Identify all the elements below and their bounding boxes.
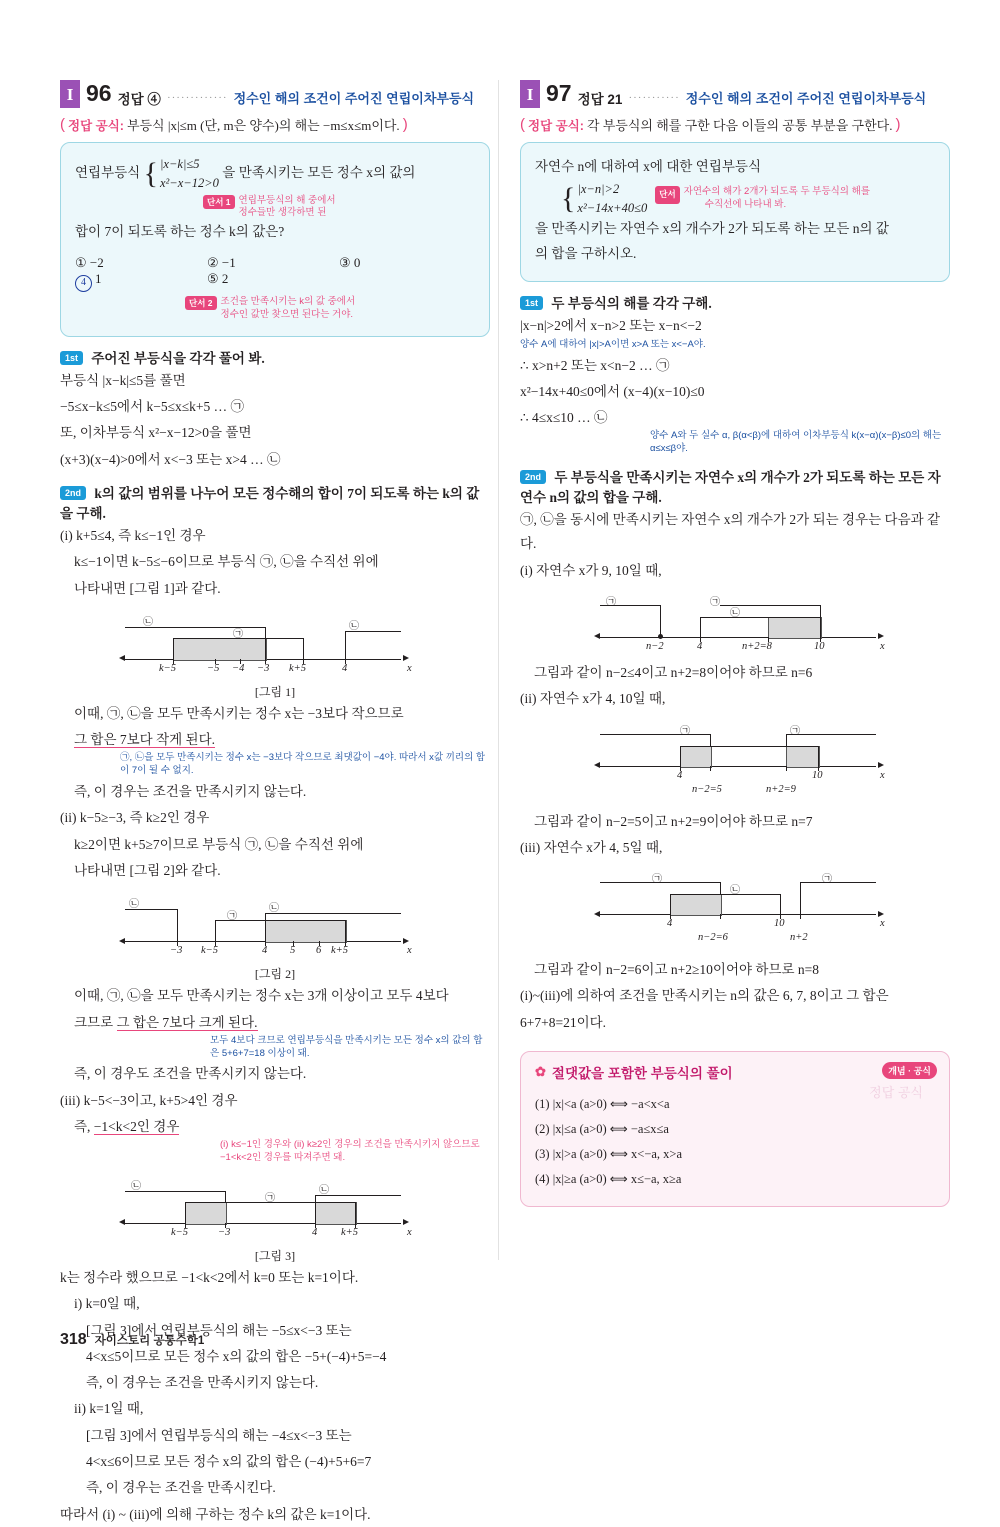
step-badge: 1st	[520, 296, 543, 310]
hint-1-96	[203, 195, 475, 221]
step-badge: 1st	[60, 351, 83, 365]
answer-mark-icon: 4	[75, 275, 92, 292]
hint-tag: 단서 1	[203, 195, 235, 209]
figure-3-caption: [그림 3]	[254, 1248, 296, 1263]
body-line: ∴ 4≤x≤10 … ㉡	[520, 410, 608, 426]
chapter-badge: I	[60, 80, 80, 108]
body-line: [그림 3]에서 연립부등식의 해는 −5≤x<−3 또는	[86, 1322, 352, 1338]
body-line: 나타내면 [그림 2]와 같다.	[74, 862, 221, 878]
body-line: |x−n|>2에서 x−n>2 또는 x−n<−2	[520, 318, 702, 334]
choice-3[interactable]: ③ 0	[339, 255, 361, 271]
body-line: 나타내면 [그림 1]과 같다.	[74, 580, 221, 596]
body-line: x²−14x+40≤0에서 (x−4)(x−10)≤0	[520, 383, 705, 399]
problem-header-97	[520, 80, 950, 108]
body-line: k≤−1이면 k−5≤−6이므로 부등식 ㉠, ㉡을 수직선 위에	[74, 554, 379, 570]
answer-label: 정답 21	[577, 92, 623, 107]
body-line: k는 정수라 했으므로 −1<k<2에서 k=0 또는 k=1이다.	[60, 1269, 359, 1285]
figure-3: ㉡ ㉠ ㉡ k−5 −3 4 k+5 x	[115, 1175, 415, 1243]
question-line-2: 합이 7이 되도록 하는 정수 k의 값은?	[75, 224, 285, 240]
margin-note: (i) k≤−1인 경우와 (ii) k≥2인 경우의 조건을 만족시키지 않으므로 −1<k<2인 경우를 따져주면 돼.	[220, 1139, 480, 1164]
choice-list-96	[75, 255, 475, 292]
body-line: (iii) 자연수 x가 4, 5일 때,	[520, 839, 663, 855]
hint-tag: 단서 2	[185, 296, 217, 310]
problem-topic: 정수인 해의 조건이 주어진 연립이차부등식	[233, 91, 475, 106]
header-dots: ·············	[166, 92, 228, 104]
system-rows	[577, 180, 647, 218]
system-rows	[160, 155, 219, 193]
body-line: 즉, 이 경우는 조건을 만족시키지 않는다.	[86, 1375, 319, 1391]
concept-list	[535, 1092, 935, 1192]
question-lead: 연립부등식	[75, 164, 141, 180]
body-line: 이때, ㉠, ㉡을 모두 만족시키는 정수 x는 3개 이상이고 모두 4보다	[74, 988, 449, 1004]
concept-title-row	[535, 1062, 935, 1082]
step-2nd-97	[520, 466, 950, 506]
body-line: −5≤x−k≤5에서 k−5≤x≤k+5 … ㉠	[60, 399, 245, 415]
body-line: 또, 이차부등식 x²−x−12>0을 풀면	[60, 425, 252, 441]
question-system-row	[535, 180, 935, 218]
system-row-2: x²−14x+40≤0	[577, 200, 648, 215]
choice-1[interactable]: ① −2	[75, 255, 104, 271]
page-footer	[60, 1331, 204, 1349]
brace-icon: {	[143, 156, 158, 190]
formula-strip-97	[520, 115, 950, 134]
hint-2-96	[185, 296, 475, 322]
body-line: 그림과 같이 n−2≤4이고 n+2=8이어야 하므로 n=6	[534, 664, 813, 680]
body-line: 즉, 이 경우는 조건을 만족시키지 않는다.	[74, 784, 307, 800]
problem-number: 96	[86, 80, 112, 106]
body-line: 그 합은 7보다 작게 된다.	[74, 732, 215, 748]
figure-97-2: ㉠ ㉠ 4 10 n−2=5 n+2=9 x	[590, 722, 890, 792]
body-line: (i) k+5≤4, 즉 k≤−1인 경우	[60, 527, 206, 543]
body-line: (iii) k−5<−3이고, k+5>4인 경우	[60, 1092, 238, 1108]
step-title: k의 값의 범위를 나누어 모든 정수해의 합이 7이 되도록 하는 k의 값을 구해.	[60, 485, 480, 521]
body-line: 4<x≤6이므로 모든 정수 x의 값의 합은 (−4)+5+6=7	[86, 1454, 372, 1470]
step-2nd-96	[60, 482, 490, 522]
body-line: 6+7+8=21이다.	[520, 1014, 607, 1030]
concept-item: (2) |x|≤a (a>0) ⟺ −a≤x≤a	[535, 1122, 669, 1136]
right-column	[520, 80, 950, 1207]
body-line: 즉, −1<k<2인 경우	[74, 1119, 180, 1135]
choice-4-selected[interactable]: 4 1	[75, 271, 207, 292]
step-title: 두 부등식을 만족시키는 자연수 x의 개수가 2가 되도록 하는 모든 자연수 n의 값의 합을 구해.	[520, 470, 941, 506]
body-line: 그림과 같이 n−2=6이고 n+2≥10이어야 하므로 n=8	[534, 962, 820, 978]
chapter-badge: I	[520, 80, 540, 108]
concept-item: (4) |x|≥a (a>0) ⟺ x≤−a, x≥a	[535, 1172, 682, 1186]
left-column	[60, 80, 490, 1527]
question-line-1	[75, 155, 475, 193]
formula-key: 정답 공식:	[528, 118, 584, 133]
body-line: (ii) 자연수 x가 4, 10일 때,	[520, 691, 666, 707]
open-paren: (	[60, 116, 65, 133]
system-of-inequalities	[561, 180, 647, 218]
header-dots: ···········	[628, 92, 680, 104]
step-title: 주어진 부등식을 각각 풀어 봐.	[91, 350, 265, 366]
concept-item: (3) |x|>a (a>0) ⟺ x<−a, x>a	[535, 1147, 683, 1161]
margin-note: ㉠, ㉡을 모두 만족시키는 정수 x는 −3보다 작으므로 최댓값이 −4야. 따라서 x값 끼리의 합이 7이 될 수 없지.	[120, 752, 486, 777]
hint-text: 조건을 만족시키는 k의 값 중에서 정수인 값만 찾으면 된다는 거야.	[220, 296, 356, 320]
body-line: (x+3)(x−4)>0에서 x<−3 또는 x>4 … ㉡	[60, 451, 281, 467]
hint-tag: 단서	[655, 186, 679, 204]
hint-1-97	[655, 186, 870, 212]
figure-97-3: ㉠ ㉠ ㉡ 4 10 n−2=6 n+2 x	[590, 870, 890, 940]
concept-title: 절댓값을 포함한 부등식의 풀이	[551, 1066, 733, 1081]
flower-icon: ✿	[535, 1064, 546, 1079]
question-line-1: 자연수 n에 대하여 x에 대한 연립부등식	[535, 159, 761, 174]
body-line: [그림 3]에서 연립부등식의 해는 −4≤x<−3 또는	[86, 1427, 352, 1443]
step-1st-96	[60, 347, 490, 367]
body-line: k≥2이면 k+5≥7이므로 부등식 ㉠, ㉡을 수직선 위에	[74, 836, 364, 852]
body-line: ii) k=1일 때,	[74, 1401, 144, 1417]
body-line: 크므로 그 합은 7보다 크게 된다.	[74, 1014, 258, 1030]
choice-5[interactable]: ⑤ 2	[207, 271, 229, 287]
system-row-1: |x−n|>2	[577, 181, 620, 196]
column-divider	[498, 80, 499, 1260]
body-line: (i) 자연수 x가 9, 10일 때,	[520, 562, 662, 578]
question-box-96	[60, 142, 490, 337]
question-box-97	[520, 142, 950, 282]
close-paren: )	[895, 116, 901, 133]
close-paren: )	[402, 116, 408, 133]
formula-strip-96	[60, 115, 490, 134]
margin-note: 양수 A에 대하여 |x|>A이면 x>A 또는 x<−A야.	[520, 338, 706, 350]
formula-key: 정답 공식:	[68, 118, 124, 133]
book-title: 자이스토리 공통수학1	[94, 1335, 205, 1347]
concept-box	[520, 1051, 950, 1207]
body-line: 이때, ㉠, ㉡을 모두 만족시키는 정수 x는 −3보다 작으므로	[74, 705, 404, 721]
choice-2[interactable]: ② −1	[207, 255, 236, 271]
margin-note: 모두 4보다 크므로 연립부등식을 만족시키는 모든 정수 x의 값의 합은 5+6+7=18 이상이 돼.	[210, 1034, 483, 1059]
body-line: i) k=0일 때,	[74, 1296, 140, 1312]
brace-icon: {	[561, 181, 576, 215]
body-line: (ii) k−5≥−3, 즉 k≥2인 경우	[60, 810, 210, 826]
body-line: 4<x≤5이므로 모든 정수 x의 값의 합은 −5+(−4)+5=−4	[86, 1348, 387, 1364]
concept-tag: 개념 · 공식	[882, 1062, 937, 1079]
body-line: 따라서 (i) ~ (iii)에 의해 구하는 정수 k의 값은 k=1이다.	[60, 1506, 371, 1522]
problem-number: 97	[546, 80, 572, 106]
figure-2: ㉡ ㉠ ㉡ −3 k−5 4 5 6 k+5 x	[115, 893, 415, 961]
step-badge: 2nd	[520, 470, 546, 484]
concept-watermark: 정답 공식	[869, 1085, 923, 1100]
step-title: 두 부등식의 해를 각각 구해.	[551, 296, 712, 312]
figure-1: ㉠ ㉡ ㉡ k−5 −5 −4 −3 k+5 4 x	[115, 611, 415, 679]
problem-topic: 정수인 해의 조건이 주어진 연립이차부등식	[685, 91, 927, 106]
problem-header-96	[60, 80, 490, 108]
body-line: 부등식 |x−k|≤5를 풀면	[60, 372, 186, 388]
body-line: 즉, 이 경우도 조건을 만족시키지 않는다.	[74, 1066, 307, 1082]
question-line-2: 을 만족시키는 자연수 x의 개수가 2가 되도록 하는 모든 n의 값	[535, 221, 889, 237]
body-line: 그림과 같이 n−2=5이고 n+2=9이어야 하므로 n=7	[534, 813, 813, 829]
hint-text: 자연수의 해가 2개가 되도록 두 부등식의 해를 수직선에 나타내 봐.	[683, 185, 870, 210]
system-row-2: x²−x−12>0	[160, 175, 219, 190]
answer-label: 정답 ④	[117, 92, 161, 107]
question-line1-tail: 을 만족시키는 모든 정수 x의 값의	[222, 164, 416, 180]
figure-2-caption: [그림 2]	[254, 967, 296, 982]
formula-body: 부등식 |x|≤m (단, m은 양수)의 해는 −m≤x≤m이다.	[126, 118, 400, 133]
margin-note: 양수 A와 두 실수 α, β(α<β)에 대하여 이차부등식 k(x−α)(x−β)≤0의 해는 α≤x≤β야.	[650, 430, 942, 455]
system-of-inequalities	[144, 155, 219, 193]
body-line: ㉠, ㉡을 동시에 만족시키는 자연수 x의 개수가 2가 되는 경우는 다음과 같다.	[520, 512, 941, 552]
step-badge: 2nd	[60, 486, 86, 500]
body-line: (i)~(iii)에 의하여 조건을 만족시키는 n의 값은 6, 7, 8이고 그 합은	[520, 988, 889, 1004]
formula-body: 각 부등식의 해를 구한 다음 이들의 공통 부분을 구한다.	[586, 118, 893, 133]
question-line-3: 의 합을 구하시오.	[535, 246, 637, 262]
concept-item: (1) |x|<a (a>0) ⟺ −a<x<a	[535, 1097, 670, 1111]
figure-97-1: ㉠ ㉠ ㉡ n−2 4 n+2=8 10 x	[590, 593, 890, 659]
body-line: 즉, 이 경우는 조건을 만족시킨다.	[86, 1480, 276, 1496]
body-line: ∴ x>n+2 또는 x<n−2 … ㉠	[520, 357, 670, 373]
hint-text: 연립부등식의 해 중에서 정수들만 생각하면 된	[238, 194, 336, 219]
step-1st-97	[520, 292, 950, 312]
open-paren: (	[520, 116, 525, 133]
page-number: 318	[60, 1331, 87, 1348]
figure-1-caption: [그림 1]	[254, 684, 296, 699]
system-row-1: |x−k|≤5	[160, 157, 200, 171]
